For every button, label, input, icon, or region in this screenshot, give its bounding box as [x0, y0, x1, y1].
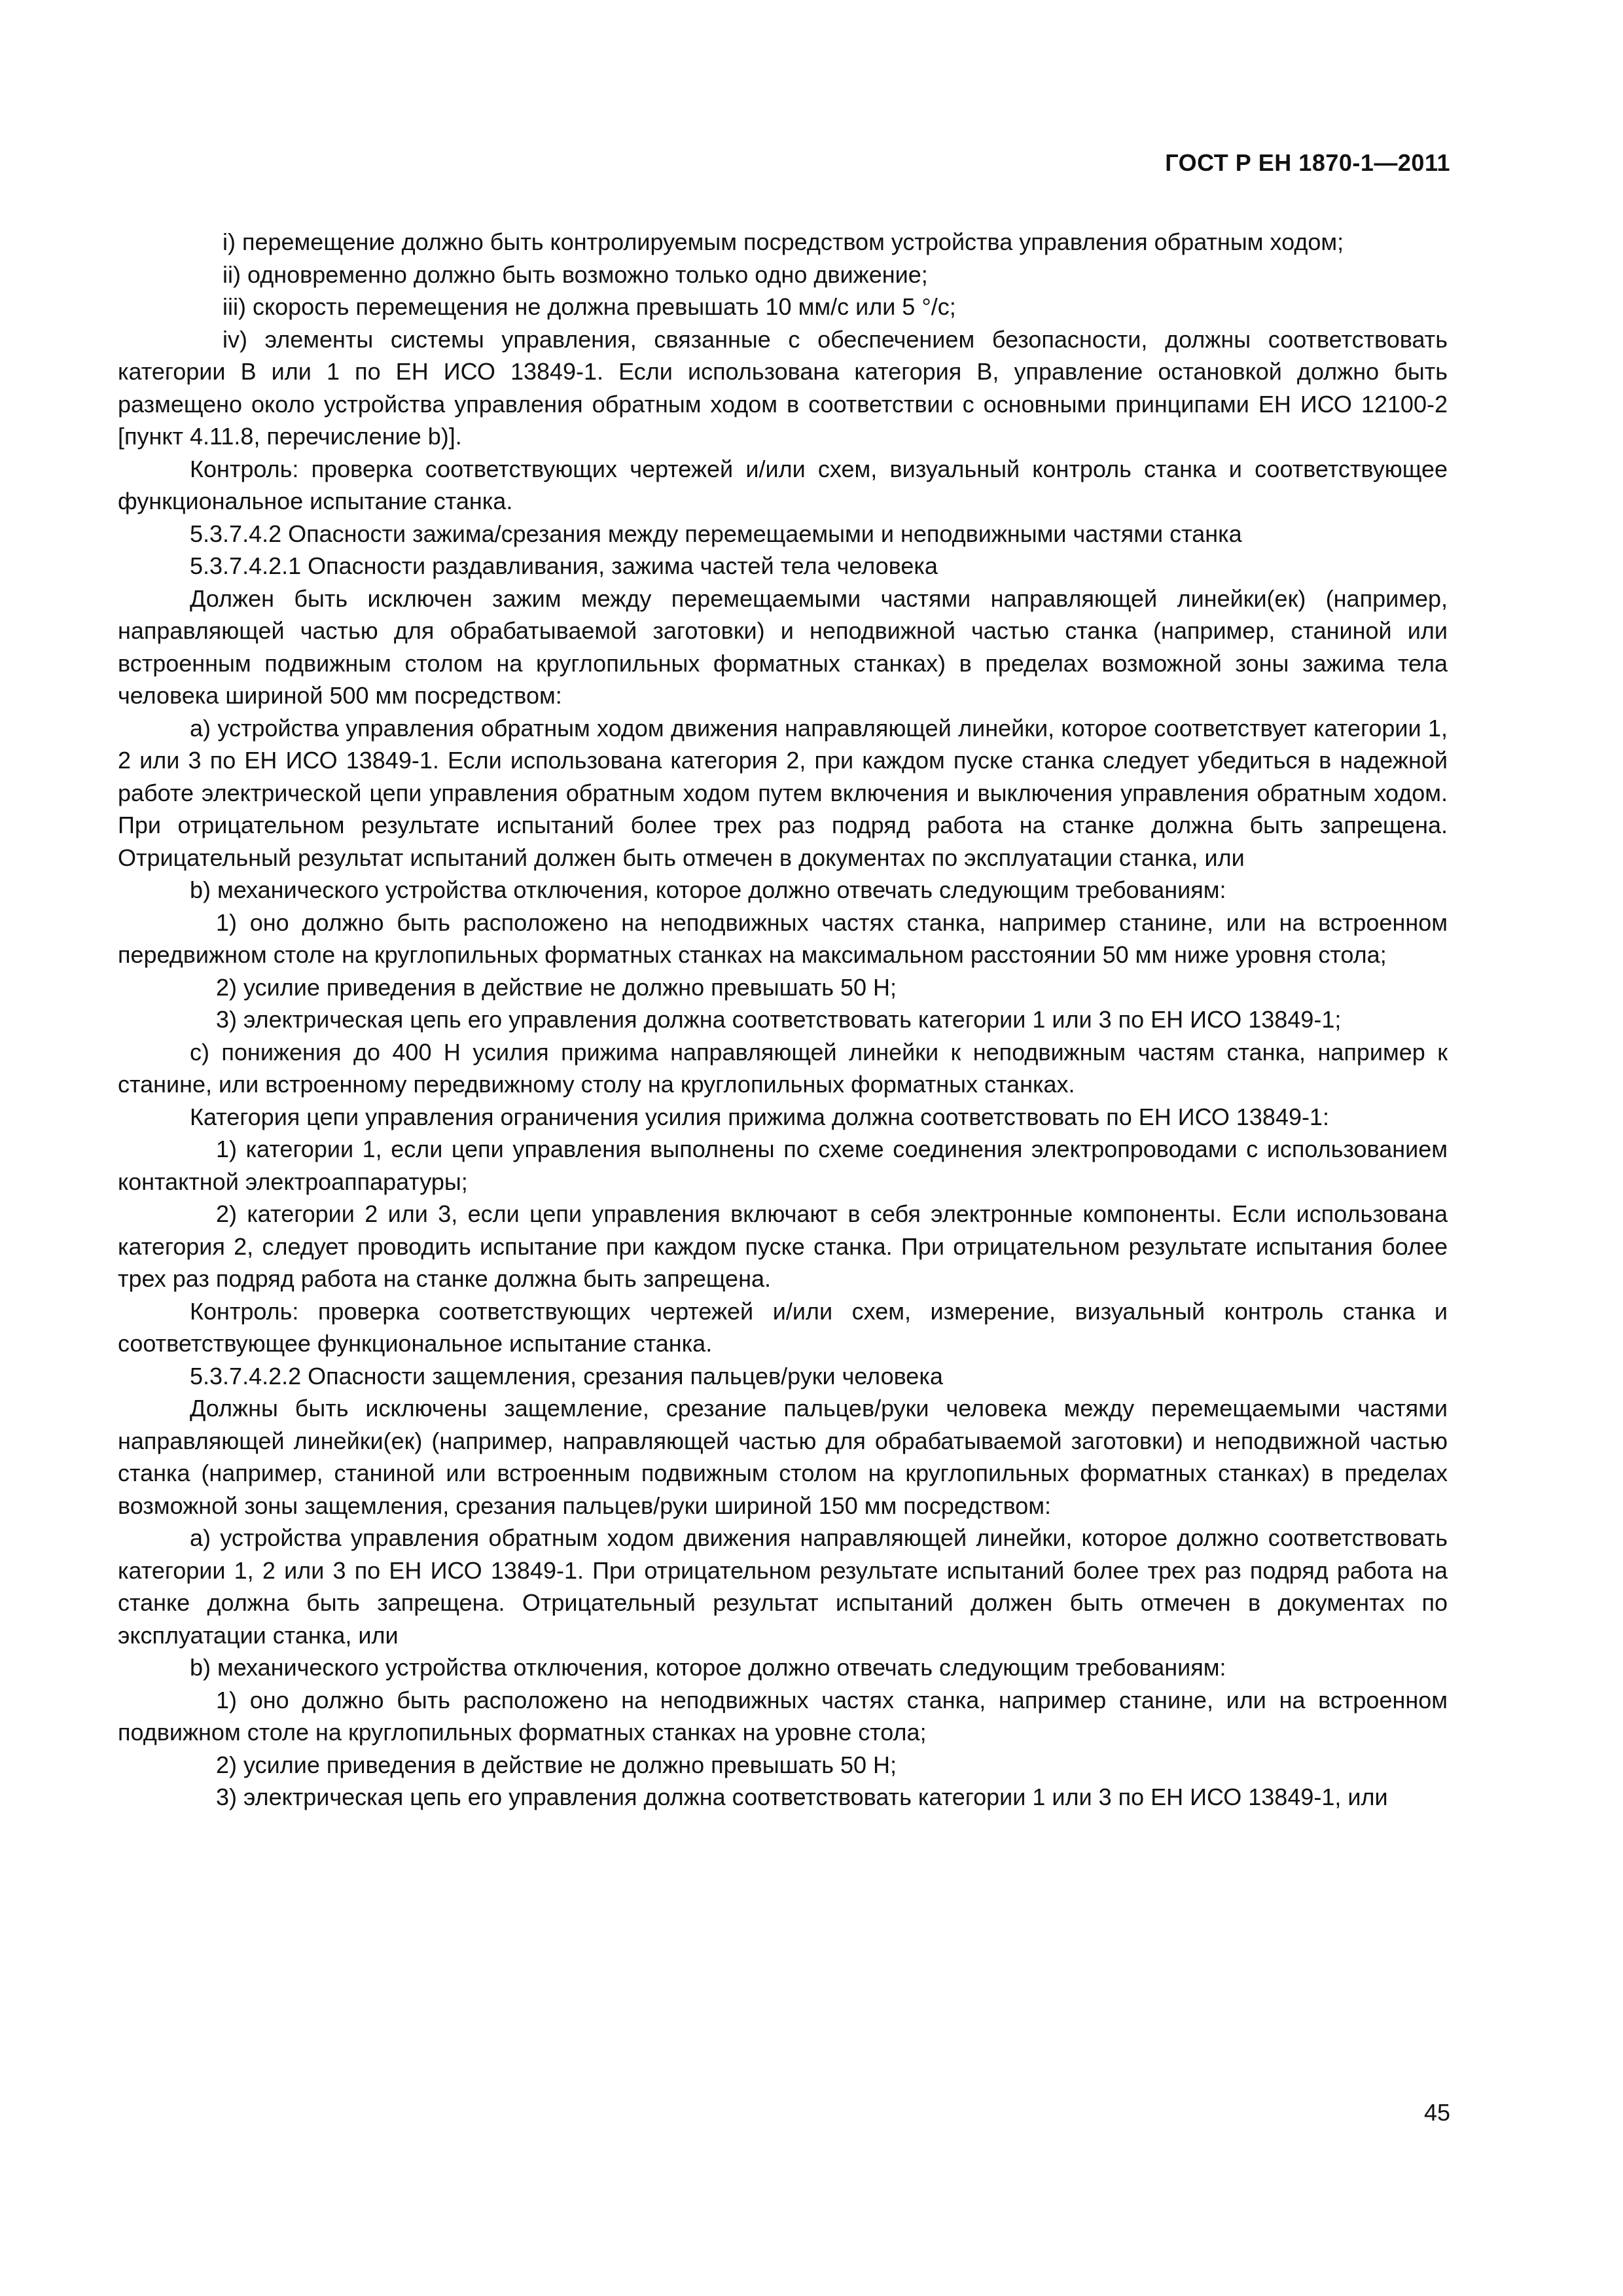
list-item-ii: ii) одновременно должно быть возможно только одно движение; — [223, 260, 928, 288]
list-item-2: 2) усилие приведения в действие не должно превышать 50 Н; — [216, 973, 897, 1001]
control-paragraph: Контроль: проверка соответствующих чертежей и/или схем, измерение, визуальный контроль станка и соответствующее функциональное испытание станка. — [118, 1297, 1448, 1357]
section-heading-5-3-7-4-2: 5.3.7.4.2 Опасности зажима/срезания между перемещаемыми и неподвижными частями станка — [190, 520, 1242, 547]
list-item-c: c) понижения до 400 Н усилия прижима направляющей линейки к неподвижным частям станка, например к станине, или встроенному передвижному столу на круглопильных форматных станках. — [118, 1038, 1448, 1098]
list-item-a: a) устройства управления обратным ходом движения направляющей линейки, которое должно соответствовать категории 1, 2 или 3 по ЕН ИСО 13849-1. При отрицательном результате испытаний более трех раз подряд работа на станке должна быть запрещена. Отрицательный результат испытаний должен быть отмечен в документах по эксплуатации станка, или — [118, 1524, 1448, 1649]
document-body — [118, 226, 1448, 1814]
list-item-iii: iii) скорость перемещения не должна превышать 10 мм/с или 5 °/с; — [223, 293, 956, 320]
body-paragraph: Категория цепи управления ограничения усилия прижима должна соответствовать по ЕН ИСО 13849-1: — [190, 1103, 1330, 1130]
list-item-a: a) устройства управления обратным ходом движения направляющей линейки, которое соответствует категории 1, 2 или 3 по ЕН ИСО 13849-1. Если использована категория 2, при каждом пуске станка следует убедиться в надежной работе электрической цепи управления обратным ходом путем включения и выключения управления обратным ходом. При отрицательном результате испытаний более трех раз подряд работа на станке должна быть запрещена. Отрицательный результат испытаний должен быть отмечен в документах по эксплуатации станка, или — [118, 714, 1448, 871]
list-item-2: 2) категории 2 или 3, если цепи управления включают в себя электронные компоненты. Если использована категория 2, следует проводить испытание при каждом пуске станка. При отрицательном результате испытания более трех раз подряд работа на станке должна быть запрещена. — [118, 1200, 1448, 1292]
list-item-3: 3) электрическая цепь его управления должна соответствовать категории 1 или 3 по ЕН ИСО 13849-1; — [216, 1006, 1342, 1033]
list-item-2: 2) усилие приведения в действие не должно превышать 50 Н; — [216, 1751, 897, 1778]
list-item-iv: iv) элементы системы управления, связанные с обеспечением безопасности, должны соответствовать категории В или 1 по ЕН ИСО 13849-1. Если использована категория В, управление остановкой должно быть размещено около устройства управления обратным ходом в соответствии с основными принципами ЕН ИСО 12100-2 [пункт 4.11.8, перечисление b)]. — [118, 325, 1448, 450]
list-item-1: 1) оно должно быть расположено на неподвижных частях станка, например станине, или на встроенном передвижном столе на круглопильных форматных станках на максимальном расстоянии 50 мм ниже уровня стола; — [118, 908, 1448, 968]
section-heading-5-3-7-4-2-1: 5.3.7.4.2.1 Опасности раздавливания, зажима частей тела человека — [190, 552, 938, 579]
list-item-i: i) перемещение должно быть контролируемым посредством устройства управления обратным ходом; — [223, 228, 1344, 255]
list-item-b: b) механического устройства отключения, которое должно отвечать следующим требованиям: — [190, 1654, 1226, 1681]
list-item-3: 3) электрическая цепь его управления должна соответствовать категории 1 или 3 по ЕН ИСО 13849-1, или — [216, 1784, 1388, 1810]
section-heading-5-3-7-4-2-2: 5.3.7.4.2.2 Опасности защемления, срезания пальцев/руки человека — [190, 1362, 943, 1390]
body-paragraph: Должен быть исключен зажим между перемещаемыми частями направляющей линейки(ек) (например, направляющей частью для обрабатываемой заготовки) и неподвижной частью станка (например, станиной или встроенным подвижным столом на круглопильных форматных станках) в пределах возможной зоны зажима тела человека шириной 500 мм посредством: — [118, 584, 1448, 709]
page-number: 45 — [1423, 2099, 1450, 2126]
control-paragraph: Контроль: проверка соответствующих чертежей и/или схем, визуальный контроль станка и соответствующее функциональное испытание станка. — [118, 455, 1448, 514]
document-code-header: ГОСТ Р ЕН 1870-1—2011 — [1165, 149, 1450, 176]
list-item-1: 1) категории 1, если цепи управления выполнены по схеме соединения электропроводами с использованием контактной электроаппаратуры; — [118, 1136, 1448, 1195]
list-item-b: b) механического устройства отключения, которое должно отвечать следующим требованиям: — [190, 876, 1226, 903]
body-paragraph: Должны быть исключены защемление, срезание пальцев/руки человека между перемещаемыми частями направляющей линейки(ек) (например, направляющей частью для обрабатываемой заготовки) и неподвижной частью станка (например, станиной или встроенным подвижным столом на круглопильных форматных станках) в пределах возможной зоны защемления, срезания пальцев/руки шириной 150 мм посредством: — [118, 1395, 1448, 1519]
list-item-1: 1) оно должно быть расположено на неподвижных частях станка, например станине, или на встроенном подвижном столе на круглопильных форматных станках на уровне стола; — [118, 1686, 1448, 1746]
